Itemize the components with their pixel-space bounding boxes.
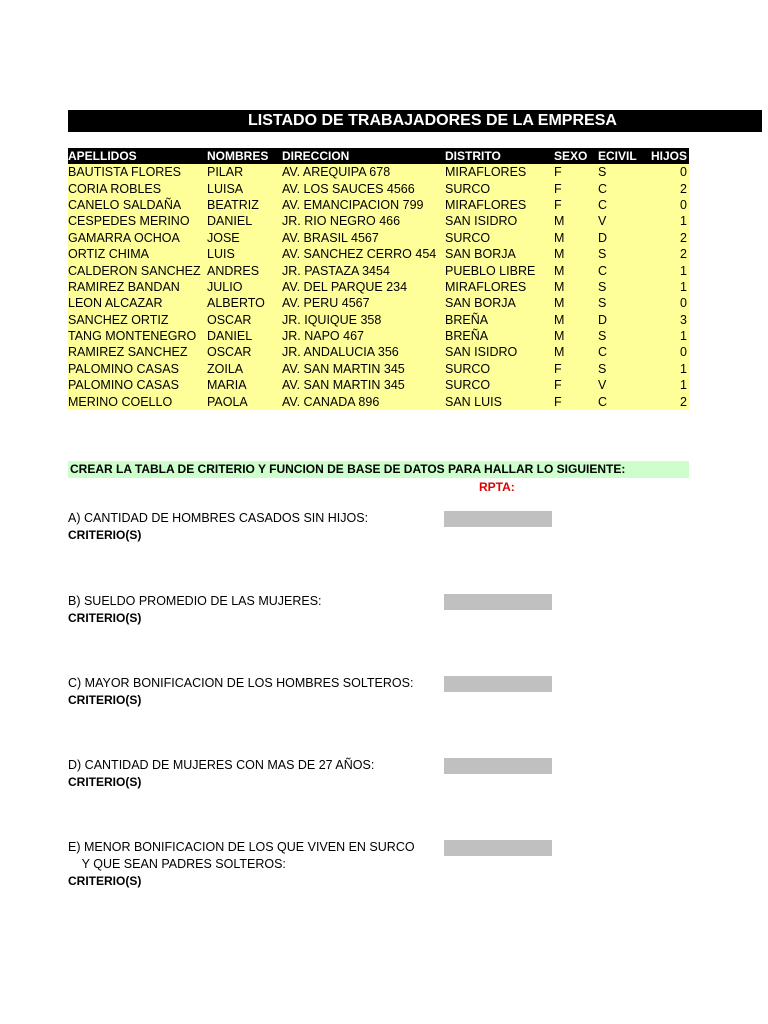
cell-apellidos[interactable]: BAUTISTA FLORES [68,164,207,180]
question-text: D) CANTIDAD DE MUJERES CON MAS DE 27 AÑOS: [68,758,375,772]
cell-distrito[interactable]: SURCO [445,180,554,196]
criterio-label: CRITERIO(S) [68,611,142,625]
cell-apellidos[interactable]: LEON ALCAZAR [68,295,207,311]
cell-ecivil[interactable]: C [598,262,644,278]
table-row [68,246,689,262]
cell-distrito[interactable]: SAN ISIDRO [445,213,554,229]
cell-hijos[interactable]: 1 [644,213,689,229]
rpta-label: RPTA: [479,480,515,494]
cell-hijos[interactable]: 0 [644,197,689,213]
cell-ecivil[interactable]: S [598,279,644,295]
table-row [68,230,689,246]
table-row [68,180,689,196]
table-row [68,279,689,295]
cell-direccion[interactable]: AV. AREQUIPA 678 [282,164,445,180]
table-header-row [68,148,689,164]
cell-sexo[interactable]: F [554,197,598,213]
cell-nombres[interactable]: ZOILA [207,361,282,377]
cell-distrito[interactable]: MIRAFLORES [445,279,554,295]
question-text-continued: Y QUE SEAN PADRES SOLTEROS: [68,857,286,871]
cell-nombres[interactable]: ALBERTO [207,295,282,311]
cell-nombres[interactable]: JOSE [207,230,282,246]
cell-apellidos[interactable]: CESPEDES MERINO [68,213,207,229]
cell-hijos[interactable]: 2 [644,393,689,409]
cell-direccion[interactable]: AV. CANADA 896 [282,393,445,409]
table-row [68,377,689,393]
criteria-header [68,461,689,478]
cell-direccion[interactable]: AV. EMANCIPACION 799 [282,197,445,213]
cell-direccion[interactable]: AV. PERU 4567 [282,295,445,311]
header-distrito[interactable]: DISTRITO [445,148,554,164]
criterio-label: CRITERIO(S) [68,528,142,542]
cell-nombres[interactable]: PAOLA [207,393,282,409]
cell-sexo[interactable]: M [554,230,598,246]
criterio-label: CRITERIO(S) [68,693,142,707]
cell-distrito[interactable]: SURCO [445,230,554,246]
cell-nombres[interactable]: OSCAR [207,312,282,328]
table-row [68,312,689,328]
cell-distrito[interactable]: BREÑA [445,328,554,344]
cell-apellidos[interactable]: CANELO SALDAÑA [68,197,207,213]
cell-hijos[interactable]: 1 [644,377,689,393]
title-bar [68,110,762,132]
cell-apellidos[interactable]: SANCHEZ ORTIZ [68,312,207,328]
cell-apellidos[interactable]: PALOMINO CASAS [68,377,207,393]
cell-direccion[interactable]: JR. IQUIQUE 358 [282,312,445,328]
cell-distrito[interactable]: SURCO [445,377,554,393]
cell-sexo[interactable]: F [554,361,598,377]
cell-direccion[interactable]: JR. RIO NEGRO 466 [282,213,445,229]
cell-ecivil[interactable]: D [598,230,644,246]
table-row [68,262,689,278]
cell-sexo[interactable]: M [554,312,598,328]
workers-table [68,148,689,410]
cell-direccion[interactable]: JR. PASTAZA 3454 [282,262,445,278]
cell-distrito[interactable]: SAN ISIDRO [445,344,554,360]
cell-sexo[interactable]: M [554,213,598,229]
question-text: B) SUELDO PROMEDIO DE LAS MUJERES: [68,594,322,608]
cell-distrito[interactable]: SAN LUIS [445,393,554,409]
cell-direccion[interactable]: AV. DEL PARQUE 234 [282,279,445,295]
question-e [68,839,415,890]
criteria-instruction: CREAR LA TABLA DE CRITERIO Y FUNCION DE BASE DE DATOS PARA HALLAR LO SIGUIENTE: [70,462,626,476]
cell-ecivil[interactable]: C [598,393,644,409]
answer-cell[interactable] [444,594,552,610]
cell-hijos[interactable]: 1 [644,262,689,278]
answer-cell[interactable] [444,840,552,856]
cell-direccion[interactable]: AV. LOS SAUCES 4566 [282,180,445,196]
cell-hijos[interactable]: 1 [644,328,689,344]
table-row [68,344,689,360]
cell-hijos[interactable]: 3 [644,312,689,328]
question-text: C) MAYOR BONIFICACION DE LOS HOMBRES SOLTEROS: [68,676,414,690]
cell-sexo[interactable]: F [554,377,598,393]
cell-apellidos[interactable]: CORIA ROBLES [68,180,207,196]
cell-ecivil[interactable]: S [598,246,644,262]
cell-hijos[interactable]: 1 [644,361,689,377]
cell-sexo[interactable]: F [554,180,598,196]
cell-sexo[interactable]: M [554,279,598,295]
cell-distrito[interactable]: SURCO [445,361,554,377]
cell-ecivil[interactable]: C [598,344,644,360]
cell-ecivil[interactable]: S [598,361,644,377]
cell-direccion[interactable]: JR. ANDALUCIA 356 [282,344,445,360]
cell-nombres[interactable]: ANDRES [207,262,282,278]
cell-nombres[interactable]: LUIS [207,246,282,262]
answer-cell[interactable] [444,758,552,774]
cell-sexo[interactable]: F [554,164,598,180]
cell-hijos[interactable]: 2 [644,180,689,196]
cell-apellidos[interactable]: RAMIREZ SANCHEZ [68,344,207,360]
cell-direccion[interactable]: AV. BRASIL 4567 [282,230,445,246]
cell-ecivil[interactable]: V [598,213,644,229]
cell-sexo[interactable]: M [554,246,598,262]
cell-nombres[interactable]: PILAR [207,164,282,180]
cell-distrito[interactable]: BREÑA [445,312,554,328]
cell-ecivil[interactable]: C [598,180,644,196]
cell-apellidos[interactable]: ORTIZ CHIMA [68,246,207,262]
header-hijos[interactable]: HIJOS [644,148,689,164]
question-text: A) CANTIDAD DE HOMBRES CASADOS SIN HIJOS: [68,511,369,525]
cell-ecivil[interactable]: D [598,312,644,328]
cell-nombres[interactable]: BEATRIZ [207,197,282,213]
question-b [68,593,322,627]
cell-sexo[interactable]: M [554,344,598,360]
table-row [68,197,689,213]
header-ecivil[interactable]: ECIVIL [598,148,644,164]
cell-nombres[interactable]: OSCAR [207,344,282,360]
cell-apellidos[interactable]: GAMARRA OCHOA [68,230,207,246]
cell-distrito[interactable]: MIRAFLORES [445,164,554,180]
cell-direccion[interactable]: AV. SAN MARTIN 345 [282,377,445,393]
cell-hijos[interactable]: 2 [644,230,689,246]
cell-hijos[interactable]: 0 [644,164,689,180]
answer-cell[interactable] [444,676,552,692]
table-row [68,328,689,344]
table-row [68,393,689,409]
cell-hijos[interactable]: 0 [644,344,689,360]
cell-apellidos[interactable]: CALDERON SANCHEZ [68,262,207,278]
header-direccion[interactable]: DIRECCION [282,148,445,164]
question-a [68,510,368,544]
cell-hijos[interactable]: 2 [644,246,689,262]
cell-ecivil[interactable]: C [598,197,644,213]
sheet-title: LISTADO DE TRABAJADORES DE LA EMPRESA [248,112,617,129]
cell-ecivil[interactable]: S [598,295,644,311]
cell-direccion[interactable]: AV. SAN MARTIN 345 [282,361,445,377]
cell-nombres[interactable]: DANIEL [207,328,282,344]
question-text: E) MENOR BONIFICACION DE LOS QUE VIVEN EN SURCO [68,840,415,854]
answer-cell[interactable] [444,511,552,527]
criterio-label: CRITERIO(S) [68,775,142,789]
cell-direccion[interactable]: JR. NAPO 467 [282,328,445,344]
cell-ecivil[interactable]: V [598,377,644,393]
table-row [68,361,689,377]
cell-sexo[interactable]: F [554,393,598,409]
cell-sexo[interactable]: M [554,295,598,311]
cell-distrito[interactable]: PUEBLO LIBRE [445,262,554,278]
cell-nombres[interactable]: LUISA [207,180,282,196]
cell-nombres[interactable]: MARIA [207,377,282,393]
cell-direccion[interactable]: AV. SANCHEZ CERRO 454 [282,246,445,262]
criterio-label: CRITERIO(S) [68,874,142,888]
cell-ecivil[interactable]: S [598,164,644,180]
cell-hijos[interactable]: 0 [644,295,689,311]
table-row [68,164,689,180]
cell-sexo[interactable]: M [554,328,598,344]
cell-ecivil[interactable]: S [598,328,644,344]
cell-nombres[interactable]: DANIEL [207,213,282,229]
cell-sexo[interactable]: M [554,262,598,278]
cell-distrito[interactable]: SAN BORJA [445,246,554,262]
cell-distrito[interactable]: SAN BORJA [445,295,554,311]
header-sexo[interactable]: SEXO [554,148,598,164]
question-d [68,757,374,791]
question-c [68,675,413,709]
cell-distrito[interactable]: MIRAFLORES [445,197,554,213]
table-row [68,295,689,311]
table-row [68,213,689,229]
cell-apellidos[interactable]: TANG MONTENEGRO [68,328,207,344]
cell-nombres[interactable]: JULIO [207,279,282,295]
cell-apellidos[interactable]: MERINO COELLO [68,393,207,409]
header-nombres[interactable]: NOMBRES [207,148,282,164]
cell-apellidos[interactable]: RAMIREZ BANDAN [68,279,207,295]
header-apellidos[interactable]: APELLIDOS [68,148,207,164]
cell-apellidos[interactable]: PALOMINO CASAS [68,361,207,377]
cell-hijos[interactable]: 1 [644,279,689,295]
